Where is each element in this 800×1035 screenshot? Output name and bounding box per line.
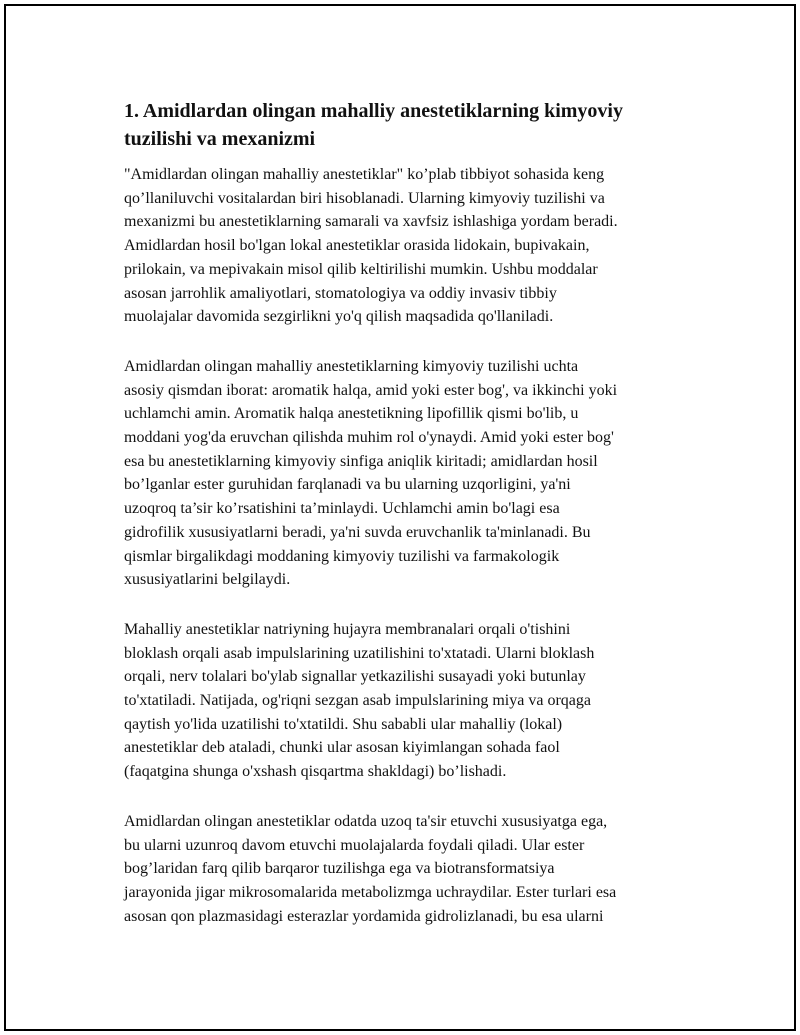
section-heading: 1. Amidlardan olingan mahalliy anestetiklarning kimyoviy tuzilishi va mexanizmi (124, 100, 623, 150)
paragraph-chemical-structure: Amidlardan olingan mahalliy anestetiklarning kimyoviy tuzilishi uchta asosiy qismdan iborat: aromatik halqa, amid yoki ester bog', va ikkinchi yoki uchlamchi amin. Aromatik halqa anestetikning lipofillik qismi bo'lib, u moddani yog'da eruvchan qilishda muhim rol o'ynaydi. Amid yoki ester bog' esa bu anestetiklarning kimyoviy sinfiga aniqlik kiritadi; amidlardan hosil bo’lganlar ester guruhidan farqlanadi va bu ularning uzqorligini, ya'ni uzoqroq ta’sir ko’rsatishini ta’minlaydi. Uchlamchi amin bo'lagi esa gidrofilik xususiyatlarni beradi, ya'ni suvda eruvchanlik ta'minlanadi. Bu qismlar birgalikdagi moddaning kimyoviy tuzilishi va farmakologik xususiyatlarini belgilaydi. (124, 357, 618, 589)
page-border (4, 4, 796, 1031)
paragraph-intro: "Amidlardan olingan mahalliy anestetiklar" ko’plab tibbiyot sohasida keng qo’llaniluvchi vositalardan biri hisoblanadi. Ularning kimyoviy tuzilishi va mexanizmi bu anestetiklarning samarali va xavfsiz ishlashiga yordam beradi. Amidlardan hosil bo'lgan lokal anestetiklar orasida lidokain, bupivakain, prilokain, va mepivakain misol qilib keltirilishi mumkin. Ushbu moddalar asosan jarrohlik amaliyotlari, stomatologiya va oddiy invasiv tibbiy muolajalar davomida sezgirlikni yo'q qilish maqsadida qo'llaniladi. (124, 166, 618, 326)
document-body (124, 97, 684, 954)
paragraph-duration-metabolism: Amidlardan olingan anestetiklar odatda uzoq ta'sir etuvchi xususiyatga ega, bu ularni uzunroq davom etuvchi muolajalarda foydali qiladi. Ular ester bog’laridan farq qilib barqaror tuzilishga ega va biotransformatsiya jarayonida jigar mikrosomalarida metabolizmga uchraydilar. Ester turlari esa asosan qon plazmasidagi esterazlar yordamida gidrolizlanadi, bu esa ularni (124, 812, 617, 925)
paragraph-mechanism: Mahalliy anestetiklar natriyning hujayra membranalari orqali o'tishini bloklash orqali asab impulslarining uzatilishini to'xtatadi. Ularni bloklash orqali, nerv tolalari bo'ylab signallar yetkazilishi susayadi yoki butunlay to'xtatiladi. Natijada, og'riqni sezgan asab impulslarining miya va orqaga qaytish yo'lida uzatilishi to'xtatildi. Shu sababli ular mahalliy (lokal) anestetiklar deb ataladi, chunki ular asosan kiyimlangan sohada faol (faqatgina shunga o'xshash qisqartma shakldagi) bo’lishadi. (124, 620, 595, 781)
